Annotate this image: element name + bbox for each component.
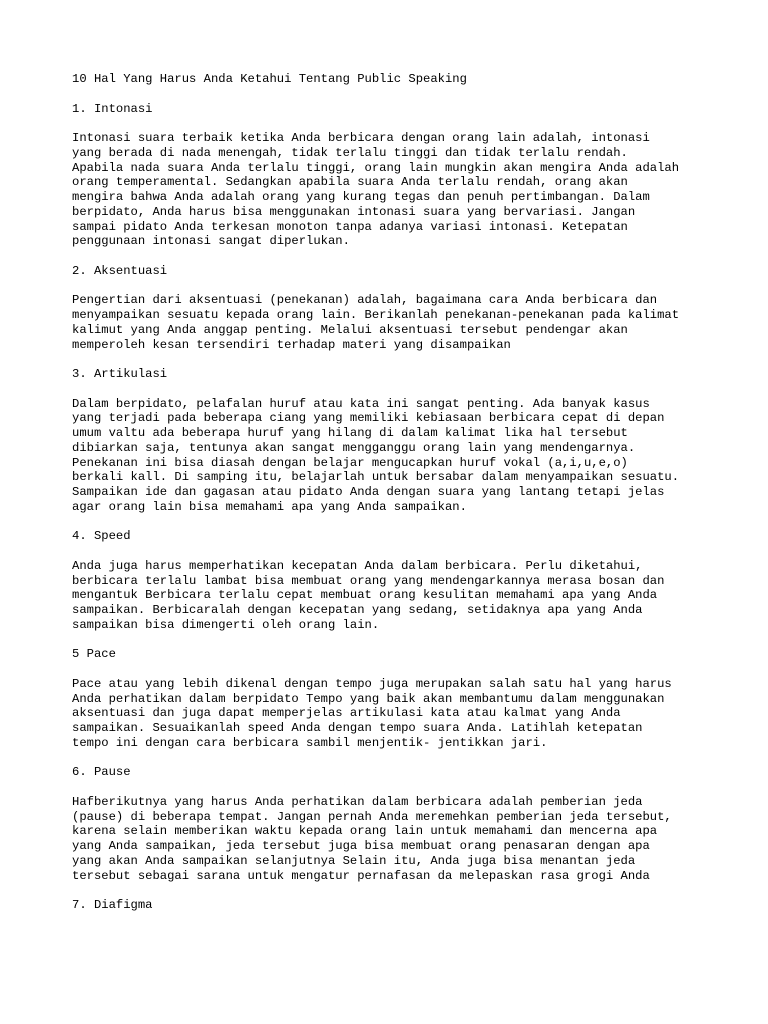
document-title: 10 Hal Yang Harus Anda Ketahui Tentang Public Speaking [72, 72, 467, 86]
section-aksentuasi [72, 264, 712, 367]
paragraph-line: tersebut sebagai sarana untuk mengatur pernafasan da melepaskan rasa grogi Anda [72, 868, 650, 883]
paragraph-line: yang berada di nada menengah, tidak terlalu tinggi dan tidak terlalu rendah. [72, 145, 628, 160]
paragraph-line: Anda juga harus memperhatikan kecepatan Anda dalam berbicara. Perlu diketahui, [72, 558, 643, 573]
section-heading: 5 Pace [72, 647, 116, 662]
section-heading: 3. Artikulasi [72, 367, 168, 381]
spacer [72, 87, 712, 102]
paragraph-line: berkali kall. Di samping itu, belajarlah untuk bersabar dalam menyampaikan sesuatu. [72, 470, 680, 485]
section-paragraph [72, 677, 712, 751]
paragraph-line: menyampaikan sesuatu kepada orang lain. Berikanlah penekanan-penekanan pada kalimat [72, 308, 680, 322]
paragraph-line: Penekanan ini bisa diasah dengan belajar mengucapkan huruf vokal (a,i,u,e,o) [72, 455, 628, 470]
section-heading: 4. Speed [72, 529, 131, 544]
paragraph-line: Dalam berpidato, pelafalan huruf atau kata ini sangat penting. Ada banyak kasus [72, 396, 650, 411]
paragraph-line: kalimut yang Anda anggap penting. Melalui aksentuasi tersebut pendengar akan [72, 322, 628, 337]
section-paragraph [72, 397, 712, 515]
paragraph-line: agar orang lain bisa memahami apa yang Anda sampaikan. [72, 499, 467, 514]
section-paragraph [72, 559, 712, 633]
paragraph-line: sampaikan bisa dimengerti oleh orang lain. [72, 617, 380, 632]
paragraph-line: Anda perhatikan dalam berpidato Tempo yang baik akan membantumu dalam menggunakan [72, 691, 665, 706]
paragraph-line: mengantuk Berbicara terlalu cepat membuat orang kesulitan memahami apa yang Anda [72, 588, 658, 603]
section-paragraph [72, 795, 712, 884]
paragraph-line: Pengertian dari aksentuasi (penekanan) adalah, bagaimana cara Anda berbicara dan [72, 293, 658, 308]
paragraph-line: (pause) di beberapa tempat. Jangan pernah Anda meremehkan pemberian jeda tersebut, [72, 809, 672, 824]
paragraph-line: yang akan Anda sampaikan selanjutnya Selain itu, Anda juga bisa menantan jeda [72, 853, 636, 868]
section-heading: 6. Pause [72, 765, 131, 780]
paragraph-line: tempo ini dengan cara berbicara sambil menjentik- jentikkan jari. [72, 735, 548, 750]
paragraph-line: sampaikan. Berbicaralah dengan kecepatan yang sedang, setidaknya apa yang Anda [72, 603, 643, 617]
section-pause [72, 765, 712, 898]
paragraph-line: Sampaikan ide dan gagasan atau pidato Anda dengan suara yang lantang tetapi jelas [72, 485, 665, 499]
paragraph-line: Intonasi suara terbaik ketika Anda berbicara dengan orang lain adalah, intonasi [72, 131, 650, 145]
section-diafigma [72, 898, 712, 913]
section-artikulasi [72, 367, 712, 529]
paragraph-line: sampai pidato Anda terkesan monoton tanpa adanya variasi intonasi. Ketepatan [72, 219, 628, 234]
paragraph-line: yang terjadi pada beberapa ciang yang memiliki kebiasaan berbicara cepat di depan [72, 411, 665, 426]
paragraph-line: Pace atau yang lebih dikenal dengan tempo juga merupakan salah satu hal yang harus [72, 676, 672, 691]
section-speed [72, 529, 712, 647]
paragraph-line: orang temperamental. Sedangkan apabila suara Anda terlalu rendah, orang akan [72, 175, 628, 190]
section-heading: 2. Aksentuasi [72, 263, 168, 278]
paragraph-line: karena selain memberikan waktu kepada orang lain untuk memahami dan mencerna apa [72, 824, 658, 839]
paragraph-line: dibiarkan saja, tentunya akan sangat mengganggu orang lain yang mendengarnya. [72, 440, 636, 455]
paragraph-line: aksentuasi dan juga dapat memperjelas artikulasi kata atau kalmat yang Anda [72, 706, 621, 721]
paragraph-line: memperoleh kesan tersendiri terhadap materi yang disampaikan [72, 337, 511, 352]
section-heading: 1. Intonasi [72, 101, 153, 116]
paragraph-line: Hafberikutnya yang harus Anda perhatikan dalam berbicara adalah pemberian jeda [72, 794, 643, 809]
paragraph-line: berpidato, Anda harus bisa menggunakan intonasi suara yang bervariasi. Jangan [72, 204, 636, 219]
section-paragraph [72, 293, 712, 352]
section-intonasi [72, 102, 712, 264]
paragraph-line: umum valtu ada beberapa huruf yang hilang di dalam kalimat lika hal tersebut [72, 426, 628, 440]
paragraph-line: Apabila nada suara Anda terlalu tinggi, orang lain mungkin akan mengira Anda adalah [72, 160, 680, 175]
paragraph-line: penggunaan intonasi sangat diperlukan. [72, 234, 350, 249]
section-pace [72, 647, 712, 765]
paragraph-line: sampaikan. Sesuaikanlah speed Anda dengan tempo suara Anda. Latihlah ketepatan [72, 721, 643, 735]
section-paragraph [72, 131, 712, 249]
paragraph-line: yang Anda sampaikan, jeda tersebut juga bisa membuat orang penasaran dengan apa [72, 839, 650, 853]
document-page [72, 72, 712, 913]
paragraph-line: berbicara terlalu lambat bisa membuat orang yang mendengarkannya merasa bosan dan [72, 573, 665, 588]
section-heading: 7. Diafigma [72, 898, 153, 912]
paragraph-line: mengira bahwa Anda adalah orang yang kurang tegas dan penuh pertimbangan. Dalam [72, 190, 650, 204]
